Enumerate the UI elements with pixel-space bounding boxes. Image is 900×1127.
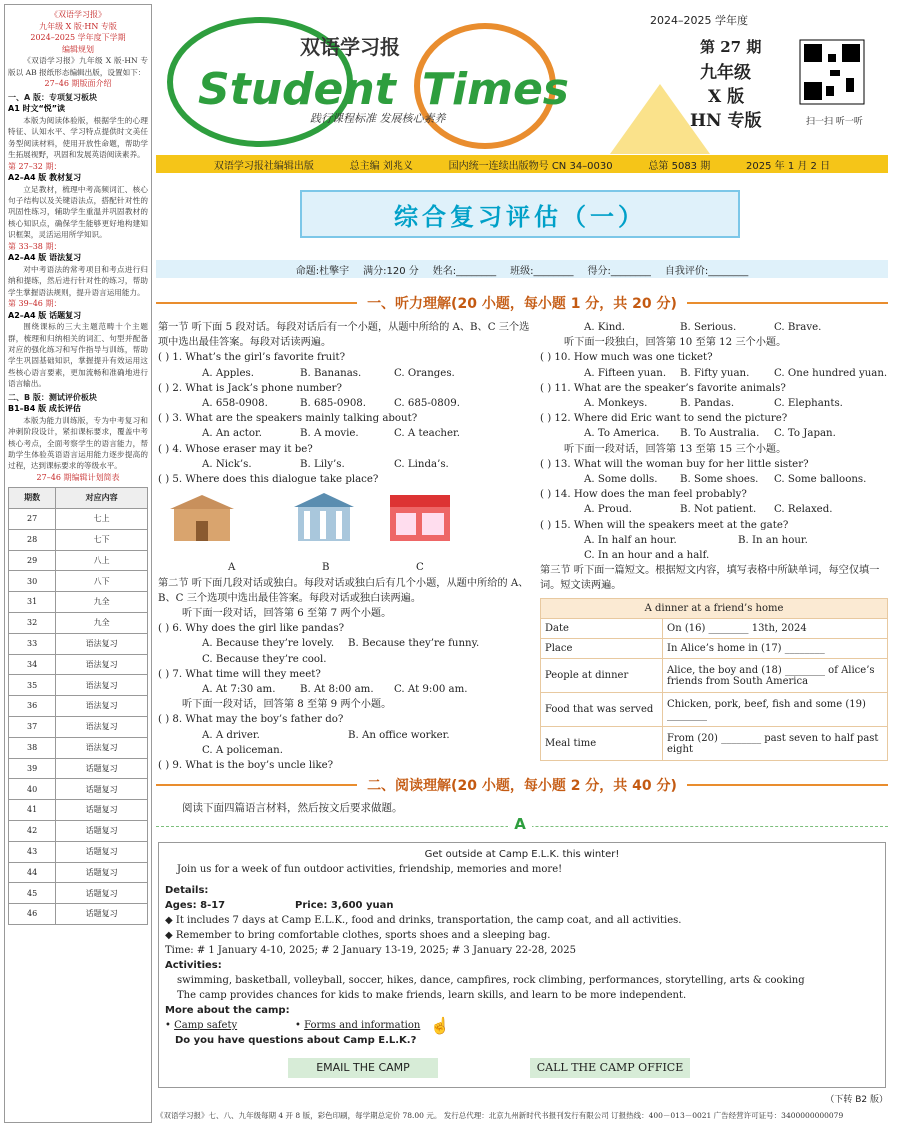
schedule-row [9, 841, 148, 862]
q5: ( ) 5. Where does this dialogue take place? [158, 474, 379, 486]
camp-title: Get outside at Camp E.L.K. this winter! [424, 849, 620, 860]
schedule-table [8, 487, 148, 925]
masthead-hn: HN 专版 [690, 111, 762, 131]
q15-a[interactable]: A. In half an hour. [584, 534, 677, 546]
schedule-row [9, 654, 148, 675]
q10-c[interactable]: C. One hundred yuan. [774, 367, 888, 379]
q13-b[interactable]: B. Some shoes. [680, 474, 759, 486]
schedule-issue: 41 [9, 800, 56, 821]
schedule-content: 语法复习 [56, 717, 148, 738]
q14-b[interactable]: B. Not patient. [680, 504, 757, 516]
exam-title-banner [300, 190, 740, 238]
part2-sub2: 听下面一段对话，回答第 8 至第 9 两个小题。 [182, 699, 392, 711]
camp-question: Do you have questions about Camp E.L.K.? [175, 1035, 417, 1046]
sidebar-p3: 第 39–46 期： [8, 299, 62, 308]
q6: ( ) 6. Why does the girl like pandas? [158, 623, 345, 635]
q7-b[interactable]: B. At 8:00 am. [300, 684, 374, 696]
footer: 《双语学习报》七、八、九年级每期 4 开 8 版，彩色印刷，每学期总定价 78.00 元。 发行总代理：北京九州新时代书报刊发行有限公司 订报热线：400－013－0021 广告经营许可证号：3400000000079 [156, 1111, 844, 1120]
masthead-logo-student: Student [198, 64, 396, 115]
camp-more-label: More about the camp: [165, 1005, 290, 1016]
schedule-issue: 37 [9, 717, 56, 738]
schedule-issue: 42 [9, 821, 56, 842]
camp-forms-link[interactable]: Forms and information [304, 1020, 421, 1031]
schedule-issue: 33 [9, 633, 56, 654]
schedule-content: 八上 [56, 550, 148, 571]
q8-a[interactable]: A. A driver. [202, 729, 260, 741]
q2-b[interactable]: B. 685-0908. [300, 398, 367, 410]
sidebar-a-head: 一、A 版：专项复习板块 [8, 92, 97, 102]
schedule-content: 语法复习 [56, 654, 148, 675]
q11: ( ) 11. What are the speaker’s favorite animals? [540, 382, 786, 394]
camp-time: Time: # 1 January 4-10, 2025; # 2 January 13-19, 2025; # 3 January 22-28, 2025 [165, 945, 577, 956]
schedule-content: 九全 [56, 592, 148, 613]
sidebar-p2: 第 33–38 期： [8, 241, 62, 251]
info-score: 满分:120 分 [363, 265, 419, 277]
schedule-row [9, 592, 148, 613]
schedule-row [9, 529, 148, 550]
q11-b[interactable]: B. Pandas. [680, 398, 735, 410]
sidebar-a2a: A2–A4 版 教材复习 [8, 173, 82, 183]
schedule-issue: 28 [9, 529, 56, 550]
sidebar-edition: 九年级 X 版·HN 专版 [39, 21, 117, 31]
q5-c[interactable]: C [416, 562, 424, 574]
hand-cursor-icon: ☝ [430, 1016, 451, 1035]
turn-page-note: （下转 B2 版） [825, 1095, 888, 1105]
sidebar-a2a-text: 立足教材，梳理中考高频词汇、核心句子结构以及关键语法点，搭配针对性的巩固性练习，辅助学生重温并巩固教材的核心知识点，确保学生能够更好地构建知识框架，灵活运用所学知识。 [8, 184, 148, 240]
schedule-content: 七下 [56, 529, 148, 550]
masthead-slogan: 践行课程标准 发展核心素养 [310, 112, 446, 125]
sidebar-a2c: A2–A4 版 话题复习 [8, 310, 82, 320]
camp-ages: Ages: 8-17 [165, 900, 226, 911]
dinner-table-title: A dinner at a friend’s home [541, 599, 888, 619]
masthead-grade: 九年级 [700, 63, 751, 83]
q13-c[interactable]: C. Some balloons. [774, 474, 867, 486]
camp-subtitle: Join us for a week of fun outdoor activities, friendship, memories and more! [177, 864, 563, 875]
camp-activities-note: The camp provides chances for kids to make friends, learn skills, and learn to be more independent. [177, 990, 687, 1001]
table-row-label: Food that was served [541, 693, 663, 727]
sidebar-a1-text: 本版为阅读体验版，根据学生的心理特征、认知水平、学习特点提供时文美任务型阅读材料，使用开放性命题，帮助学生拓展视野，巩固和发展英语阅读素养。 [8, 115, 148, 160]
schedule-row [9, 550, 148, 571]
schedule-content: 九全 [56, 613, 148, 634]
schedule-content: 话题复习 [56, 862, 148, 883]
schedule-content: 话题复习 [56, 758, 148, 779]
sidebar-title: 《双语学习报》 [50, 10, 106, 19]
q7-c[interactable]: C. At 9:00 am. [394, 684, 468, 696]
section-1-title: 一、听力理解(20 小题，每小题 1 分，共 20 分) [367, 296, 677, 312]
info-bar [156, 260, 888, 278]
dateline-cn: 国内统一连续出版物号 CN 34–0030 [448, 160, 613, 172]
table-row-value[interactable]: Alice, the boy and (18) ________ of Alice’s friends from South America [663, 659, 888, 693]
section-2-title: 二、阅读理解(20 小题，每小题 2 分，共 40 分) [367, 778, 677, 794]
q12: ( ) 12. Where did Eric want to send the picture? [540, 413, 788, 425]
sidebar-intro: 《双语学习报》九年级 X 版·HN 专版以 AB 报纸形态编辑出版，设置如下： [8, 56, 148, 77]
q10-b[interactable]: B. Fifty yuan. [680, 367, 750, 379]
dateline [156, 155, 888, 173]
sidebar-term: 2024–2025 学年度下学期 [30, 33, 126, 43]
schedule-row [9, 675, 148, 696]
sidebar-a2c-text: 围绕课标的三大主题范畴十个主题群，梳理和归纳相关的词汇、句型并配备对应的强化练习和写作指导与训练，帮助学生巩固基础知识，掌握提升有效运用这些核心语言要素，更加流畅和准确地进行语言输出。 [8, 322, 148, 389]
schedule-issue: 38 [9, 737, 56, 758]
camp-safety-link[interactable]: Camp safety [174, 1020, 238, 1031]
section-1-head [156, 292, 888, 314]
q10: ( ) 10. How much was one ticket? [540, 352, 713, 364]
table-row-label: Place [541, 639, 663, 659]
camp-activities-label: Activities: [165, 960, 222, 971]
q10-a[interactable]: A. Fifteen yuan. [584, 367, 667, 379]
sidebar-pages-label: 27–46 期版面介绍 [44, 79, 112, 89]
dateline-total: 总第 5083 期 [648, 160, 711, 172]
museum-icon[interactable] [170, 495, 234, 541]
schedule-issue: 44 [9, 862, 56, 883]
schedule-row [9, 821, 148, 842]
q1: ( ) 1. What’s the girl’s favorite fruit? [158, 352, 346, 364]
part2-intro: 第二节 听下面几段对话或独白。每段对话或独白后有几个小题，从题中所给的 A、B、C 三个选项中选出最佳答案。每段对话或独白读两遍。 [158, 577, 529, 604]
q5-a[interactable]: A [228, 562, 236, 574]
schedule-content: 话题复习 [56, 841, 148, 862]
table-row-value[interactable]: On (16) ________ 13th, 2024 [663, 619, 888, 639]
q9-a[interactable]: A. Kind. [584, 322, 626, 333]
schedule-content: 话题复习 [56, 779, 148, 800]
part2-sub3: 听下面一段独白，回答第 10 至第 12 三个小题。 [564, 337, 787, 349]
sidebar-plan: 编辑规划 [62, 44, 94, 54]
q1-b[interactable]: B. Bananas. [300, 367, 362, 379]
schedule-issue: 34 [9, 654, 56, 675]
part1-intro: 第一节 听下面 5 段对话。每段对话后有一个小题，从题中所给的 A、B、C 三个选项中选出最佳答案。每段对话读两遍。 [158, 322, 530, 349]
schedule-row [9, 509, 148, 530]
q2: ( ) 2. What is Jack’s phone number? [158, 382, 342, 394]
schedule-row [9, 717, 148, 738]
sidebar-b-head: 二、B 版：测试评价板块 [8, 392, 97, 402]
q13: ( ) 13. What will the woman buy for her little sister? [540, 458, 809, 470]
masthead-issue: 第 27 期 [700, 38, 762, 56]
schedule-row [9, 779, 148, 800]
q5-b[interactable]: B [322, 562, 330, 574]
q7-a[interactable]: A. At 7:30 am. [202, 684, 276, 696]
camp-activities: swimming, basketball, volleyball, soccer, hikes, dance, campfires, rock climbing, performances, storytelling, arts & cooking [177, 975, 805, 986]
q11-a[interactable]: A. Monkeys. [584, 398, 648, 410]
schedule-row [9, 904, 148, 925]
table-row-value[interactable]: Chicken, pork, beef, fish and some (19) ________ [663, 693, 888, 727]
q1-c[interactable]: C. Oranges. [394, 367, 455, 379]
part2-sub4: 听下面一段对话，回答第 13 至第 15 三个小题。 [564, 443, 787, 455]
camp-price: Price: 3,600 yuan [295, 900, 394, 911]
q3-b[interactable]: B. A movie. [300, 428, 359, 440]
q14: ( ) 14. How does the man feel probably? [540, 489, 747, 501]
info-name[interactable]: 姓名:________ [432, 265, 497, 277]
camp-bullet-2: ◆ Remember to bring comfortable clothes, sports shoes and a sleeping bag. [165, 930, 551, 941]
q3: ( ) 3. What are the speakers mainly talking about? [158, 413, 418, 425]
schedule-issue: 31 [9, 592, 56, 613]
listening-left [158, 320, 530, 773]
sidebar-a2b-text: 对中考语法的常考项目和考点进行归纳和提练，然后进行针对性的练习，帮助学生掌握语法规则，提升语言运用能力。 [8, 264, 148, 297]
sidebar [4, 4, 152, 1123]
qr-code-icon [800, 40, 864, 104]
sidebar-sched-title: 27–46 期编辑计划简表 [36, 472, 120, 482]
schedule-row [9, 800, 148, 821]
schedule-issue: 39 [9, 758, 56, 779]
schedule-issue: 45 [9, 883, 56, 904]
info-class[interactable]: 班级:________ [510, 265, 574, 277]
schedule-issue: 30 [9, 571, 56, 592]
schedule-issue: 29 [9, 550, 56, 571]
q15: ( ) 15. When will the speakers meet at the gate? [540, 519, 789, 531]
schedule-row [9, 862, 148, 883]
masthead-cn: 双语学习报 [300, 35, 400, 59]
masthead-logo [160, 4, 896, 154]
dateline-publisher: 双语学习报社编辑出版 [213, 160, 314, 172]
listening-right [540, 320, 890, 594]
q3-c[interactable]: C. A teacher. [394, 428, 460, 440]
camp-details-label: Details: [165, 885, 209, 896]
sidebar-b1-text: 本版为能力训练版，专为中考复习和冲刺阶段设计，紧扣课标要求，覆盖中考核心考点，全面考察学生的语言能力，帮助学生体验英语语言运用能力逐步提高的过程，达到课标要求的等级水平。 [8, 415, 148, 471]
schedule-content: 话题复习 [56, 883, 148, 904]
masthead-year: 2024–2025 学年度 [650, 14, 748, 27]
part3-intro: 第三节 听下面一篇短文。根据短文内容，填写表格中所缺单词，每空仅填一词。短文读两遍。 [540, 565, 880, 592]
q9-b[interactable]: B. Serious. [680, 322, 737, 333]
q4-c[interactable]: C. Linda’s. [394, 458, 449, 470]
schedule-issue: 46 [9, 904, 56, 925]
q15-c[interactable]: C. In an hour and a half. [584, 550, 710, 562]
email-camp-button[interactable]: EMAIL THE CAMP [288, 1058, 438, 1078]
schedule-issue: 32 [9, 613, 56, 634]
q6-c[interactable]: C. Because they’re cool. [202, 653, 327, 665]
q6-b[interactable]: B. Because they’re funny. [348, 638, 480, 650]
reading-intro: 阅读下面四篇语言材料，然后按文后要求做题。 [182, 802, 403, 814]
sched-head-issue: 期数 [9, 488, 56, 509]
masthead-version: X 版 [708, 87, 745, 107]
schedule-issue: 40 [9, 779, 56, 800]
q1-a[interactable]: A. Apples. [202, 367, 254, 379]
table-row-label: Meal time [541, 727, 663, 761]
call-camp-button[interactable]: CALL THE CAMP OFFICE [530, 1058, 690, 1078]
schedule-content: 话题复习 [56, 904, 148, 925]
sidebar-p1: 第 27–32 期： [8, 161, 62, 171]
schedule-content: 语法复习 [56, 696, 148, 717]
schedule-row [9, 633, 148, 654]
qr-label: 扫一扫 听一听 [806, 117, 863, 127]
q12-c[interactable]: C. To Japan. [774, 428, 836, 440]
q2-c[interactable]: C. 685-0809. [394, 398, 460, 410]
q14-c[interactable]: C. Relaxed. [774, 504, 833, 516]
schedule-issue: 35 [9, 675, 56, 696]
exam-title: 综合复习评估（一） [394, 202, 646, 231]
clothing-store-icon[interactable] [390, 495, 450, 541]
q2-a[interactable]: A. 658-0908. [202, 398, 268, 410]
schedule-content: 话题复习 [56, 800, 148, 821]
q4: ( ) 4. Whose eraser may it be? [158, 443, 313, 455]
schedule-row [9, 696, 148, 717]
q12-a[interactable]: A. To America. [584, 428, 660, 440]
schedule-content: 八下 [56, 571, 148, 592]
dateline-editor: 总主编 刘兆义 [349, 160, 413, 172]
schedule-content: 语法复习 [56, 633, 148, 654]
section-2-head [156, 774, 888, 796]
info-author: 命题:杜擎宇 [295, 265, 350, 277]
q6-a[interactable]: A. Because they’re lovely. [202, 638, 335, 650]
sched-head-content: 对应内容 [56, 488, 148, 509]
q5-pictures [158, 487, 530, 555]
dateline-date: 2025 年 1 月 2 日 [746, 160, 831, 172]
bank-icon[interactable] [294, 493, 354, 541]
q3-a[interactable]: A. An actor. [202, 428, 262, 440]
dinner-table [540, 598, 888, 761]
sidebar-a1: A1 时文“悦”读 [8, 104, 66, 114]
schedule-row [9, 758, 148, 779]
sidebar-b1: B1–B4 版 成长评估 [8, 404, 81, 414]
schedule-row [9, 883, 148, 904]
table-row-label: People at dinner [541, 659, 663, 693]
part2-sub1: 听下面一段对话，回答第 6 至第 7 两个小题。 [182, 608, 392, 620]
q4-b[interactable]: B. Lily’s. [300, 458, 345, 470]
schedule-row [9, 613, 148, 634]
sidebar-a2b: A2–A4 版 语法复习 [8, 253, 82, 263]
table-row-value[interactable]: From (20) ________ past seven to half past eight [663, 727, 888, 761]
camp-ad: Get outside at Camp E.L.K. this winter! Join us for a week of fun outdoor activities, friendship, memories and more! Details: Ages: 8-17 Price: 3,600 yuan ◆ It includes 7 days at Camp E.L.K., food and drinks, transportation, the camp coat, and all activities. ◆ Remember to bring comfortable clothes, sports shoes and a sleeping bag. Time: # 1 January 4-10, 2025; # 2 January 13-19, 2025; # 3 January 22-28, 2025 Activities: swimming, basketball, volleyball, soccer, hikes, dance, campfires, rock climbing, performances, storytelling, arts & cooking The camp provides chances for kids to make friends, learn skills, and learn to be more independent. More about the camp: • Camp safety • Forms and information ☝ Do you have questions about Camp E.L.K.? [158, 842, 886, 1088]
q13-a[interactable]: A. Some dolls. [584, 474, 658, 486]
masthead [160, 4, 896, 154]
table-row-value[interactable]: In Alice’s home in (17) ________ [663, 639, 888, 659]
schedule-issue: 43 [9, 841, 56, 862]
schedule-row [9, 737, 148, 758]
schedule-content: 语法复习 [56, 675, 148, 696]
q7: ( ) 7. What time will they meet? [158, 668, 321, 680]
schedule-content: 话题复习 [56, 821, 148, 842]
q8-b[interactable]: B. An office worker. [348, 729, 450, 741]
q4-a[interactable]: A. Nick’s. [202, 458, 252, 470]
q14-a[interactable]: A. Proud. [584, 504, 633, 516]
q8-c[interactable]: C. A policeman. [202, 744, 283, 756]
masthead-logo-times: Times [422, 64, 569, 115]
schedule-issue: 27 [9, 509, 56, 530]
schedule-content: 七上 [56, 509, 148, 530]
q11-c[interactable]: C. Elephants. [774, 398, 843, 410]
q8: ( ) 8. What may the boy’s father do? [158, 714, 344, 726]
schedule-issue: 36 [9, 696, 56, 717]
q9-c[interactable]: C. Brave. [774, 322, 822, 333]
q12-b[interactable]: B. To Australia. [680, 428, 760, 440]
q15-b[interactable]: B. In an hour. [738, 534, 808, 546]
part-a-label: A [508, 815, 532, 833]
schedule-row [9, 571, 148, 592]
camp-bullet-1: ◆ It includes 7 days at Camp E.L.K., food and drinks, transportation, the camp coat, and all activities. [165, 915, 682, 926]
info-got[interactable]: 得分:________ [587, 265, 651, 277]
schedule-content: 语法复习 [56, 737, 148, 758]
q9: ( ) 9. What is the boy’s uncle like? [158, 760, 334, 772]
info-self[interactable]: 自我评价:________ [664, 265, 749, 277]
table-row-label: Date [541, 619, 663, 639]
